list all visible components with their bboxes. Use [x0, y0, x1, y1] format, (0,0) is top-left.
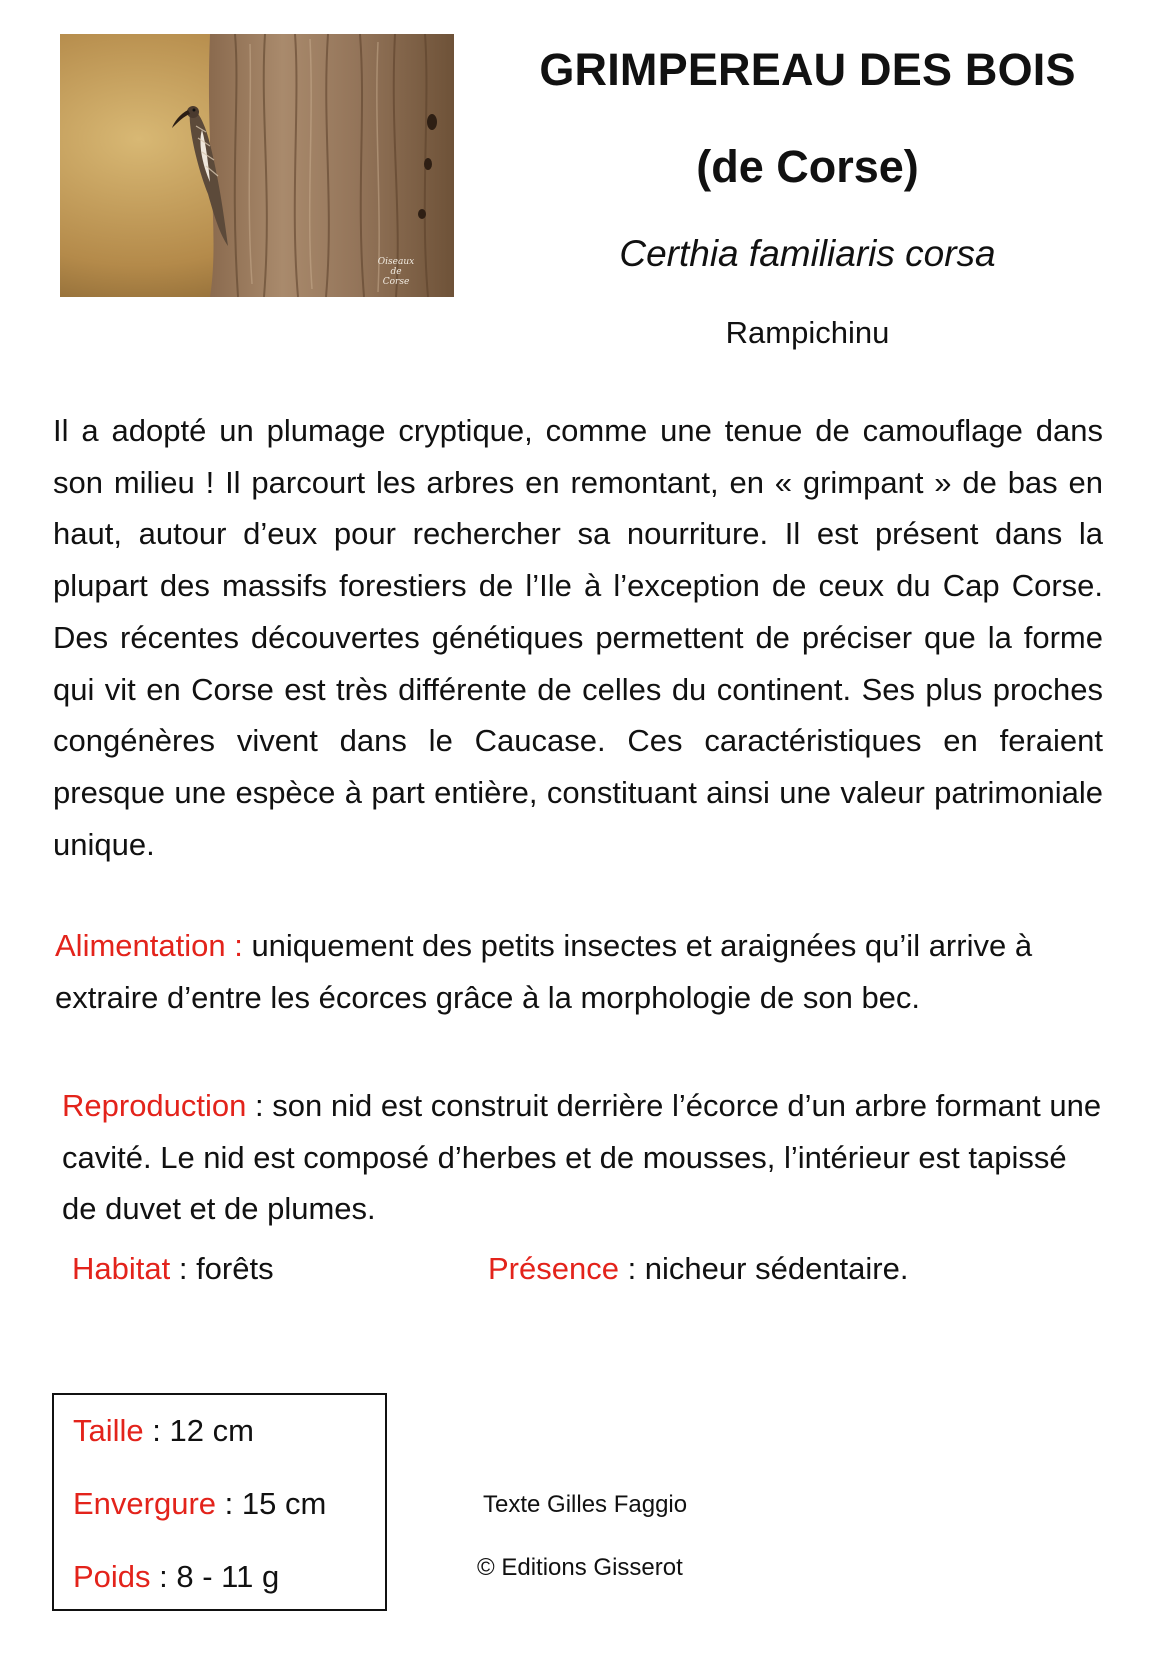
weight-label: Poids [73, 1559, 151, 1594]
size-stat [73, 1409, 254, 1453]
alimentation-text: uniquement des petits insectes et araignées qu’il arrive à extraire d’entre les écorces grâce à la morphologie de son bec. [55, 928, 1033, 1015]
habitat-section [72, 1243, 274, 1295]
page-subtitle: (de Corse) [696, 141, 919, 192]
photo-watermark: Oiseaux de Corse [377, 257, 415, 287]
weight-stat [73, 1555, 279, 1599]
size-value: : 12 cm [143, 1413, 254, 1448]
presence-section [488, 1243, 908, 1295]
author-credit: Texte Gilles Faggio [483, 1491, 688, 1518]
bird-photo [60, 34, 454, 297]
habitat-label: Habitat [72, 1251, 171, 1286]
wingspan-value: : 15 cm [216, 1486, 327, 1521]
wingspan-label: Envergure [73, 1486, 217, 1521]
alimentation-label: Alimentation : [55, 928, 243, 963]
presence-text: : nicheur sédentaire. [618, 1251, 909, 1286]
publisher-copyright: © Editions Gisserot [477, 1554, 683, 1581]
reproduction-label: Reproduction [62, 1088, 247, 1123]
weight-value: : 8 - 11 g [150, 1559, 280, 1594]
local-name: Rampichinu [725, 315, 890, 350]
habitat-text: : forêts [170, 1251, 274, 1286]
intro-paragraph: Il a adopté un plumage cryptique, comme une tenue de camouflage dans son milieu ! Il parcourt les arbres en remontant, en « grimpant » de bas en haut, autour d’eux pour rechercher sa nourriture. Il est présent dans la plupart des massifs forestiers de l’Ile à l’exception de ceux du Cap Corse. Des récentes découvertes génétiques permettent de préciser que la forme qui vit en Corse est très différente de celles du continent. Ses plus proches congénères vivent dans le Caucase. Ces caractéristiques en feraient presque une espèce à part entière, constituant ainsi une valeur patrimoniale unique. [53, 413, 1103, 862]
scientific-name: Certhia familiaris corsa [619, 233, 996, 274]
reproduction-text: : son nid est construit derrière l’écorce d’un arbre formant une cavité. Le nid est composé d’herbes et de mousses, l’intérieur est tapissé de duvet et de plumes. [62, 1088, 1102, 1226]
size-label: Taille [73, 1413, 144, 1448]
page-title: GRIMPEREAU DES BOIS [539, 44, 1076, 95]
measurements-box [52, 1393, 387, 1611]
alimentation-section [55, 920, 1100, 1023]
reproduction-section [62, 1080, 1102, 1235]
wingspan-stat [73, 1482, 326, 1526]
presence-label: Présence [488, 1251, 619, 1286]
